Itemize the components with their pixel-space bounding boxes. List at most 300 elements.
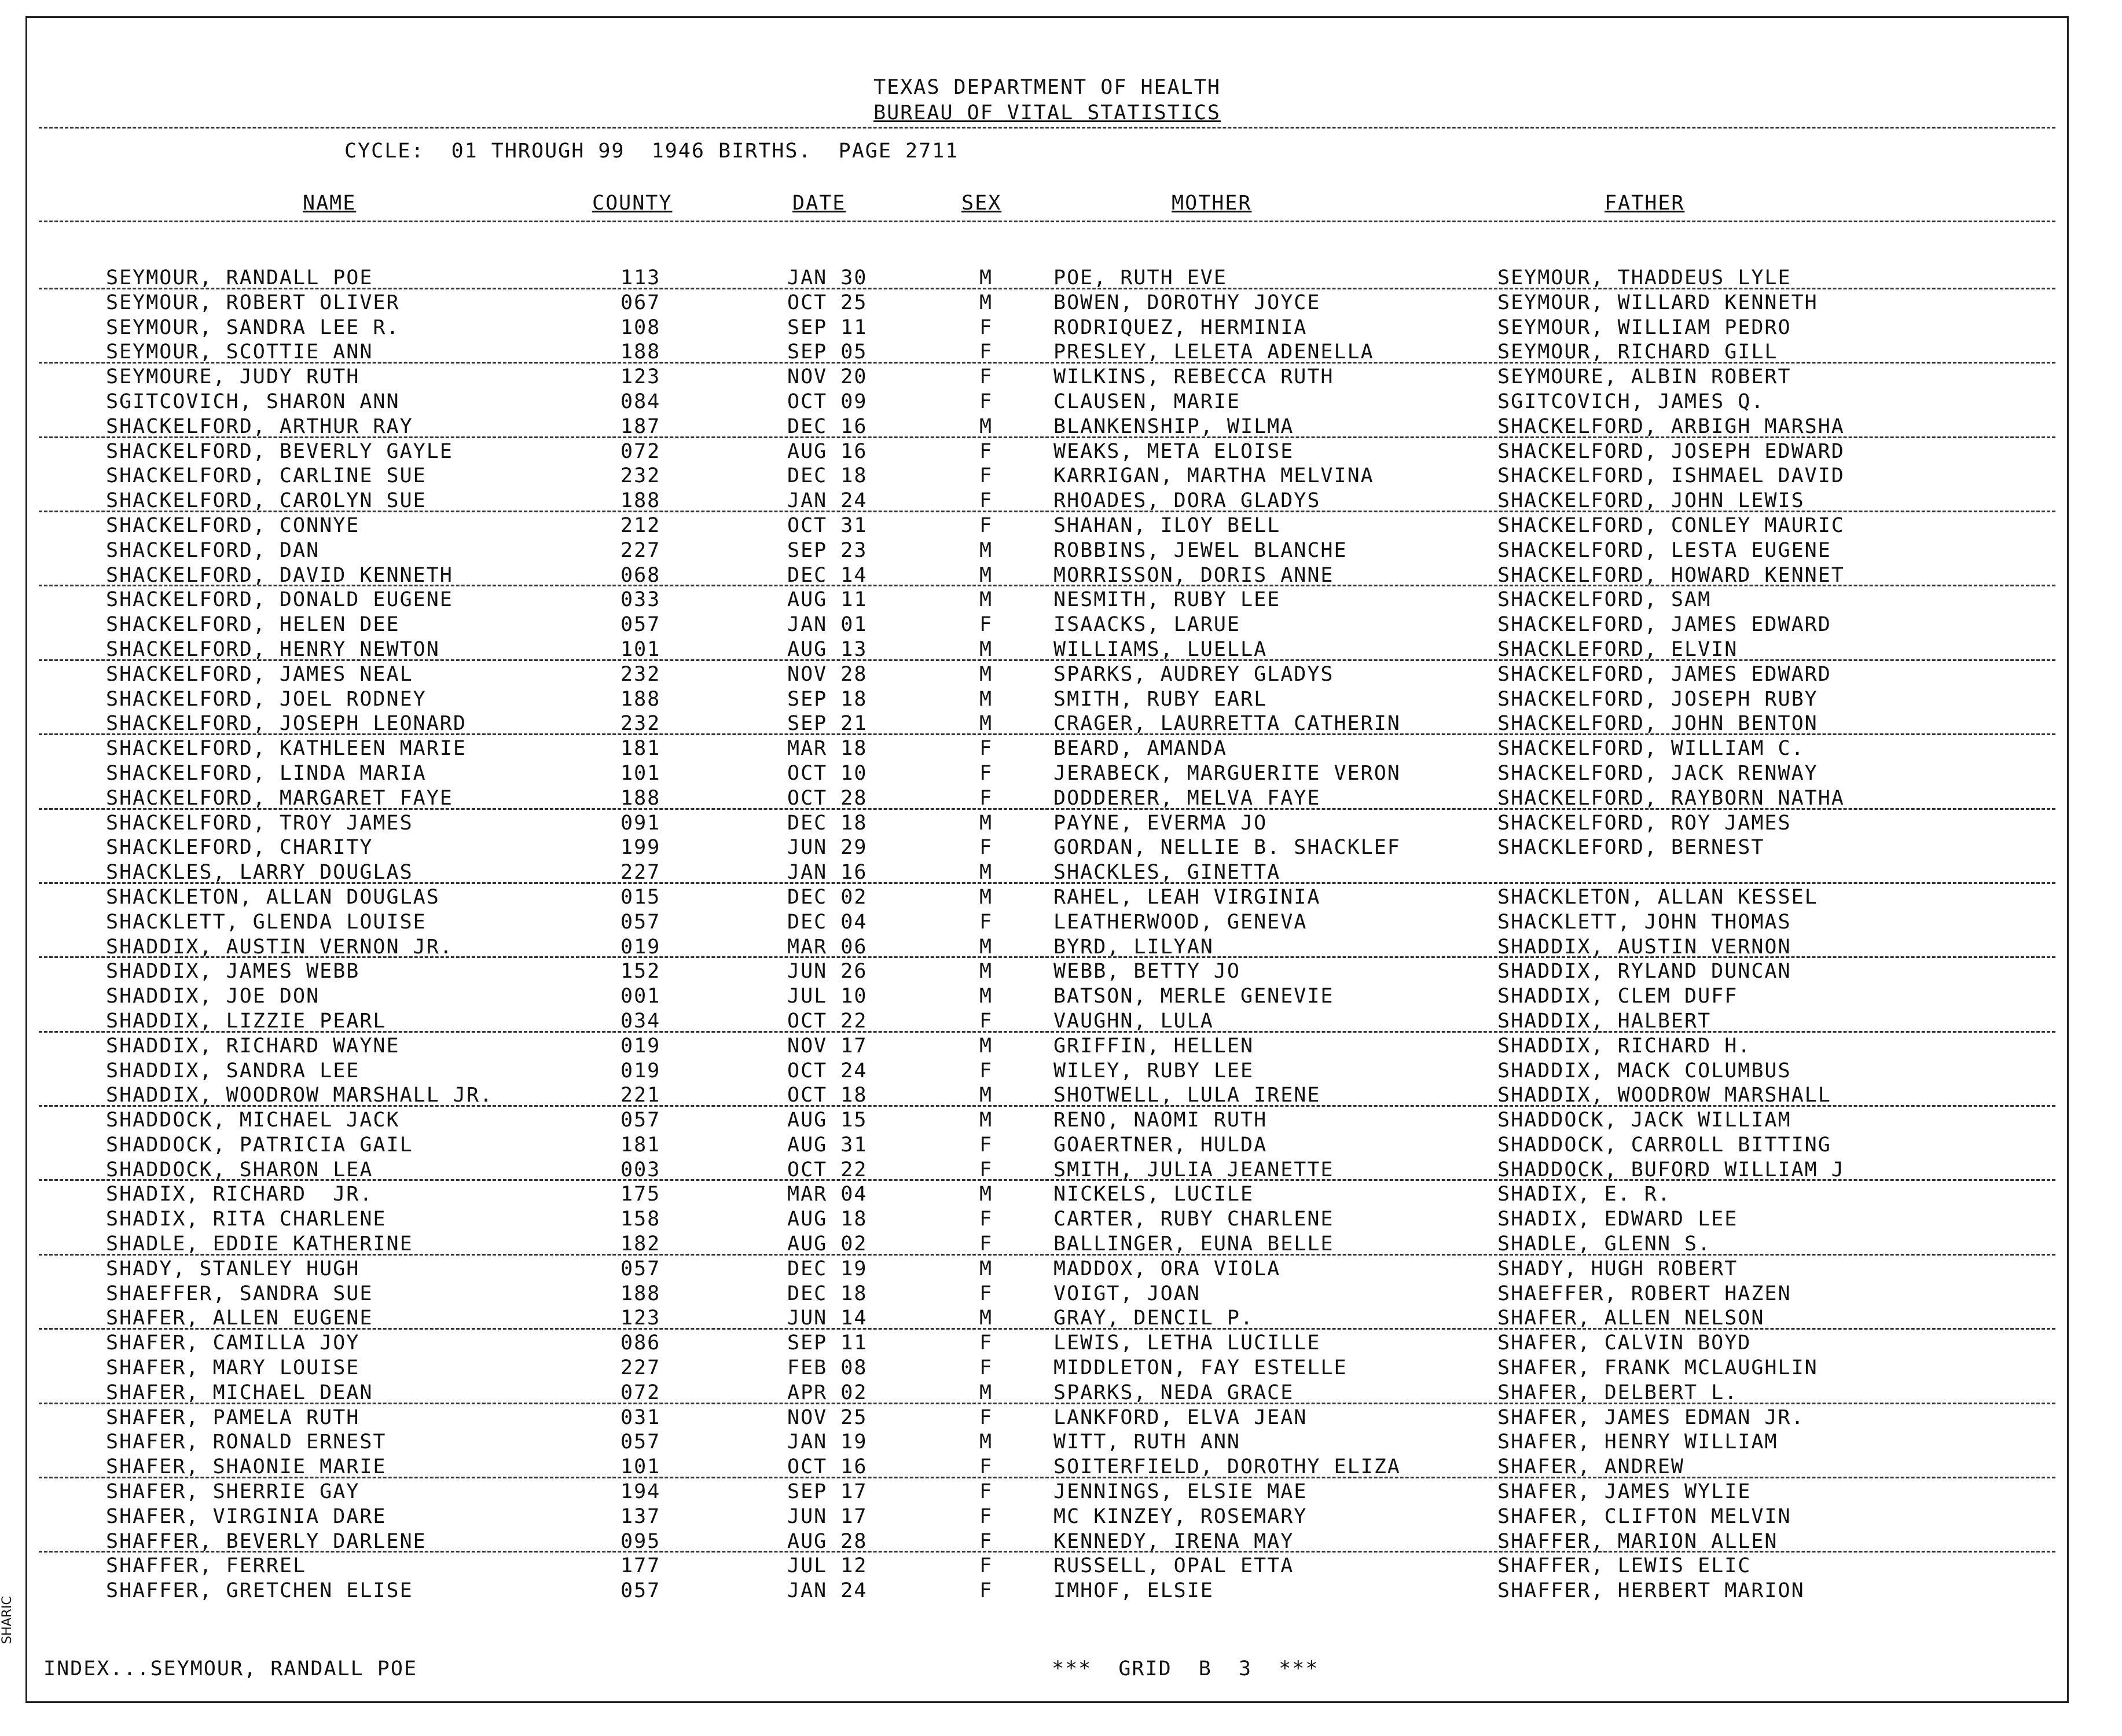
record-date: OCT 25 [787,291,868,314]
record-father: SHACKELFORD, JOSEPH EDWARD [1497,439,1845,463]
record-name: SHACKELFORD, CAROLYN SUE [106,489,427,513]
record-mother: GOAERTNER, HULDA [1053,1133,1268,1157]
record-sex: F [979,1504,993,1528]
list-item [27,1083,2067,1108]
record-mother: MADDOX, ORA VIOLA [1053,1257,1281,1280]
record-county: 175 [621,1183,661,1206]
record-name: SHACKLEFORD, CHARITY [106,836,373,860]
record-mother: CLAUSEN, MARIE [1053,390,1241,413]
record-father: SHACKLETT, JOHN THOMAS [1497,910,1791,934]
record-county: 232 [621,662,661,686]
record-mother: BATSON, MERLE GENEVIE [1053,985,1334,1008]
record-father: SHAFFER, HERBERT MARION [1497,1579,1805,1603]
record-name: SGITCOVICH, SHARON ANN [106,390,400,413]
record-sex: M [979,712,993,736]
record-name: SHAFFER, GRETCHEN ELISE [106,1579,413,1603]
record-sex: F [979,1232,993,1256]
record-sex: M [979,637,993,661]
record-sex: M [979,1306,993,1330]
record-county: 067 [621,291,661,314]
column-header-name: NAME [303,192,357,215]
record-name: SHACKELFORD, DAN [106,538,320,562]
list-item [27,1579,2067,1603]
record-sex: F [979,1208,993,1231]
record-mother: PAYNE, EVERMA JO [1053,811,1268,835]
record-name: SHACKLETON, ALLAN DOUGLAS [106,885,440,909]
record-father: SHAFER, CALVIN BOYD [1497,1331,1752,1355]
record-father: SGITCOVICH, JAMES Q. [1497,390,1765,413]
record-name: SHADDOCK, MICHAEL JACK [106,1109,400,1132]
record-mother: KARRIGAN, MARTHA MELVINA [1053,464,1374,488]
record-mother: WEBB, BETTY JO [1053,960,1241,983]
record-sex: F [979,910,993,934]
record-mother: VAUGHN, LULA [1053,1009,1214,1033]
record-sex: F [979,1133,993,1157]
record-date: DEC 18 [787,464,868,488]
record-date: JUN 29 [787,836,868,860]
record-date: OCT 31 [787,513,868,537]
record-sex: F [979,1059,993,1082]
record-county: 137 [621,1504,661,1528]
list-item [27,315,2067,340]
list-item [27,984,2067,1009]
record-father: SHAFER, ALLEN NELSON [1497,1306,1765,1330]
record-date: NOV 17 [787,1034,868,1058]
record-father: SHADY, HUGH ROBERT [1497,1257,1738,1280]
record-name: SHADDOCK, PATRICIA GAIL [106,1133,413,1157]
record-mother: LANKFORD, ELVA JEAN [1053,1405,1308,1429]
record-mother: SMITH, RUBY EARL [1053,687,1268,711]
record-father: SHADDOCK, BUFORD WILLIAM J [1497,1158,1845,1181]
record-page-frame [25,16,2069,1703]
record-sex: M [979,414,993,438]
record-name: SHACKLES, LARRY DOUGLAS [106,861,413,884]
record-date: JUN 26 [787,960,868,983]
record-sex: M [979,1257,993,1280]
list-item [27,1356,2067,1381]
record-sex: M [979,1034,993,1058]
record-date: DEC 18 [787,1282,868,1305]
record-father: SHACKELFORD, JAMES EDWARD [1497,613,1831,637]
record-sex: F [979,1529,993,1553]
record-name: SHADDIX, RICHARD WAYNE [106,1034,400,1058]
record-sex: M [979,1183,993,1206]
list-item [27,761,2067,786]
record-county: 181 [621,737,661,761]
record-county: 152 [621,960,661,983]
record-date: AUG 02 [787,1232,868,1256]
list-item [27,1381,2067,1405]
list-item [27,1182,2067,1207]
record-county: 227 [621,861,661,884]
record-county: 101 [621,761,661,785]
record-date: JUN 17 [787,1504,868,1528]
record-county: 068 [621,563,661,587]
list-item [27,340,2067,365]
list-item [27,1529,2067,1554]
record-date: SEP 23 [787,538,868,562]
record-father: SHAFER, DELBERT L. [1497,1381,1738,1404]
record-county: 034 [621,1009,661,1033]
record-name: SHADDIX, SANDRA LEE [106,1059,360,1082]
record-county: 227 [621,1356,661,1380]
index-footer: INDEX...SEYMOUR, RANDALL POE [43,1657,418,1680]
record-name: SHADDIX, WOODROW MARSHALL JR. [106,1084,494,1107]
record-date: AUG 13 [787,637,868,661]
record-sex: F [979,1579,993,1603]
record-father: SHACKELFORD, SAM [1497,588,1712,612]
record-mother: MC KINZEY, ROSEMARY [1053,1504,1308,1528]
record-mother: BLANKENSHIP, WILMA [1053,414,1294,438]
list-item [27,687,2067,712]
column-header-date: DATE [792,192,846,215]
record-sex: F [979,836,993,860]
record-date: JUL 12 [787,1554,868,1578]
record-sex: F [979,1455,993,1479]
list-item [27,538,2067,563]
record-mother: BOWEN, DOROTHY JOYCE [1053,291,1321,314]
record-date: JAN 19 [787,1430,868,1454]
record-mother: CRAGER, LAURRETTA CATHERIN [1053,712,1401,736]
record-county: 188 [621,489,661,513]
record-father: SHACKELFORD, JAMES EDWARD [1497,662,1831,686]
record-county: 181 [621,1133,661,1157]
record-mother: GRAY, DENCIL P. [1053,1306,1254,1330]
record-sex: F [979,1356,993,1380]
record-mother: RHOADES, DORA GLADYS [1053,489,1321,513]
record-name: SHAFER, ALLEN EUGENE [106,1306,373,1330]
record-county: 187 [621,414,661,438]
record-father: SHACKELFORD, CONLEY MAURIC [1497,513,1845,537]
record-mother: NESMITH, RUBY LEE [1053,588,1281,612]
record-name: SHAFER, CAMILLA JOY [106,1331,360,1355]
record-name: SHADDIX, LIZZIE PEARL [106,1009,387,1033]
record-mother: ROBBINS, JEWEL BLANCHE [1053,538,1348,562]
record-name: SHACKELFORD, JAMES NEAL [106,662,413,686]
list-item [27,563,2067,588]
record-father: SHADDIX, WOODROW MARSHALL [1497,1084,1831,1107]
column-header-divider [39,221,2055,222]
grid-footer: *** GRID B 3 *** [1052,1657,1319,1680]
record-name: SHAFER, MICHAEL DEAN [106,1381,373,1404]
record-county: 188 [621,786,661,810]
record-name: SHACKELFORD, JOEL RODNEY [106,687,427,711]
record-name: SEYMOUR, ROBERT OLIVER [106,291,400,314]
record-mother: GORDAN, NELLIE B. SHACKLEF [1053,836,1401,860]
record-date: DEC 18 [787,811,868,835]
list-item [27,711,2067,736]
record-sex: M [979,266,993,289]
list-item [27,637,2067,662]
record-mother: WITT, RUTH ANN [1053,1430,1241,1454]
record-county: 001 [621,985,661,1008]
record-name: SHADIX, RICHARD JR. [106,1183,373,1206]
record-county: 212 [621,513,661,537]
record-county: 123 [621,1306,661,1330]
record-sex: M [979,935,993,959]
record-sex: F [979,340,993,364]
record-sex: F [979,761,993,785]
record-date: DEC 04 [787,910,868,934]
record-father: SHADDIX, HALBERT [1497,1009,1712,1033]
record-date: JAN 24 [787,1579,868,1603]
record-mother: GRIFFIN, HELLEN [1053,1034,1254,1058]
record-mother: NICKELS, LUCILE [1053,1183,1254,1206]
list-item [27,959,2067,984]
record-father: SHACKELFORD, ARBIGH MARSHA [1497,414,1845,438]
record-sex: M [979,662,993,686]
record-father: SHACKLETON, ALLAN KESSEL [1497,885,1818,909]
record-name: SHACKELFORD, HELEN DEE [106,613,400,637]
record-name: SHAFER, SHAONIE MARIE [106,1455,387,1479]
record-mother: VOIGT, JOAN [1053,1282,1200,1305]
record-county: 015 [621,885,661,909]
record-mother: BYRD, LILYAN [1053,935,1214,959]
record-county: 232 [621,464,661,488]
list-item [27,1257,2067,1282]
list-item [27,1554,2067,1579]
record-sex: F [979,489,993,513]
record-mother: WILLIAMS, LUELLA [1053,637,1268,661]
record-date: OCT 22 [787,1158,868,1181]
record-sex: M [979,687,993,711]
record-father: SHACKELFORD, RAYBORN NATHA [1497,786,1845,810]
record-father: SEYMOUR, THADDEUS LYLE [1497,266,1791,289]
record-county: 188 [621,340,661,364]
record-sex: F [979,315,993,339]
list-item [27,1405,2067,1430]
list-item [27,1133,2067,1158]
record-sex: M [979,1430,993,1454]
record-date: OCT 28 [787,786,868,810]
record-date: SEP 21 [787,712,868,736]
record-mother: BALLINGER, EUNA BELLE [1053,1232,1334,1256]
record-name: SHACKELFORD, KATHLEEN MARIE [106,737,467,761]
record-sex: M [979,538,993,562]
list-item [27,414,2067,439]
record-father: SHACKELFORD, ROY JAMES [1497,811,1791,835]
record-father: SEYMOURE, ALBIN ROBERT [1497,365,1791,389]
list-item [27,1306,2067,1331]
list-item [27,786,2067,811]
record-date: OCT 24 [787,1059,868,1082]
record-date: JAN 01 [787,613,868,637]
list-item [27,935,2067,960]
record-name: SHADIX, RITA CHARLENE [106,1208,387,1231]
column-header-mother: MOTHER [1172,192,1252,215]
record-name: SHADLE, EDDIE KATHERINE [106,1232,413,1256]
record-date: OCT 10 [787,761,868,785]
record-county: 091 [621,811,661,835]
record-county: 199 [621,836,661,860]
record-name: SHACKELFORD, DAVID KENNETH [106,563,453,587]
list-item [27,1158,2067,1183]
column-header-father: FATHER [1605,192,1685,215]
record-county: 072 [621,439,661,463]
record-sex: F [979,1158,993,1181]
record-date: JUN 14 [787,1306,868,1330]
record-name: SEYMOURE, JUDY RUTH [106,365,360,389]
record-sex: F [979,439,993,463]
record-date: JAN 16 [787,861,868,884]
record-date: OCT 22 [787,1009,868,1033]
record-name: SEYMOUR, SCOTTIE ANN [106,340,373,364]
record-father: SHAFER, CLIFTON MELVIN [1497,1504,1791,1528]
record-mother: RODRIQUEZ, HERMINIA [1053,315,1308,339]
record-county: 057 [621,1430,661,1454]
record-date: OCT 16 [787,1455,868,1479]
record-mother: DODDERER, MELVA FAYE [1053,786,1321,810]
record-date: SEP 05 [787,340,868,364]
record-name: SHACKLETT, GLENDA LOUISE [106,910,427,934]
record-name: SHAFFER, FERREL [106,1554,307,1578]
record-name: SHACKELFORD, LINDA MARIA [106,761,427,785]
record-county: 101 [621,1455,661,1479]
record-mother: SMITH, JULIA JEANETTE [1053,1158,1334,1181]
record-father: SHACKELFORD, JACK RENWAY [1497,761,1818,785]
record-father: SHADLE, GLENN S. [1497,1232,1712,1256]
record-sex: M [979,985,993,1008]
record-date: MAR 06 [787,935,868,959]
record-date: AUG 28 [787,1529,868,1553]
record-date: JAN 24 [787,489,868,513]
record-father: SHACKLEFORD, ELVIN [1497,637,1738,661]
record-name: SHAFER, MARY LOUISE [106,1356,360,1380]
header-divider [39,127,2055,129]
record-name: SHAFER, RONALD ERNEST [106,1430,387,1454]
record-date: SEP 11 [787,1331,868,1355]
record-father: SHACKELFORD, JOHN LEWIS [1497,489,1805,513]
record-county: 057 [621,910,661,934]
list-item [27,1331,2067,1356]
list-item [27,1480,2067,1504]
list-item [27,885,2067,910]
record-sex: M [979,1381,993,1404]
record-mother: KENNEDY, IRENA MAY [1053,1529,1294,1553]
record-name: SHACKELFORD, CONNYE [106,513,360,537]
record-county: 221 [621,1084,661,1107]
bureau-title: BUREAU OF VITAL STATISTICS [873,101,1221,124]
record-sex: F [979,613,993,637]
record-mother: CARTER, RUBY CHARLENE [1053,1208,1334,1231]
record-mother: BEARD, AMANDA [1053,737,1227,761]
list-item [27,291,2067,315]
record-county: 057 [621,1109,661,1132]
list-item [27,390,2067,414]
record-sex: F [979,1282,993,1305]
record-father: SHAFFER, LEWIS ELIC [1497,1554,1752,1578]
record-sex: F [979,513,993,537]
record-name: SHAFER, VIRGINIA DARE [106,1504,387,1528]
record-county: 057 [621,1257,661,1280]
record-father: SHADDOCK, JACK WILLIAM [1497,1109,1791,1132]
record-father: SHACKELFORD, WILLIAM C. [1497,737,1805,761]
record-mother: IMHOF, ELSIE [1053,1579,1214,1603]
list-item [27,1504,2067,1529]
record-sex: F [979,1480,993,1504]
record-father: SHAEFFER, ROBERT HAZEN [1497,1282,1791,1305]
record-name: SEYMOUR, SANDRA LEE R. [106,315,400,339]
record-father: SHACKELFORD, LESTA EUGENE [1497,538,1831,562]
record-sex: F [979,390,993,413]
list-item [27,1455,2067,1480]
record-date: AUG 11 [787,588,868,612]
record-sex: F [979,1009,993,1033]
record-sex: M [979,811,993,835]
list-item [27,439,2067,464]
record-county: 019 [621,1034,661,1058]
record-father: SHAFER, JAMES EDMAN JR. [1497,1405,1805,1429]
record-county: 113 [621,266,661,289]
record-sex: F [979,365,993,389]
record-name: SHAFER, SHERRIE GAY [106,1480,360,1504]
record-mother: RAHEL, LEAH VIRGINIA [1053,885,1321,909]
record-date: MAR 04 [787,1183,868,1206]
record-father: SHAFFER, MARION ALLEN [1497,1529,1778,1553]
record-father: SHAFER, FRANK MCLAUGHLIN [1497,1356,1818,1380]
record-father: SHADDIX, AUSTIN VERNON [1497,935,1791,959]
record-county: 227 [621,538,661,562]
list-item [27,860,2067,885]
list-item [27,365,2067,390]
record-name: SEYMOUR, RANDALL POE [106,266,373,289]
record-county: 194 [621,1480,661,1504]
list-item [27,1108,2067,1133]
record-name: SHADDOCK, SHARON LEA [106,1158,373,1181]
record-county: 188 [621,687,661,711]
list-item [27,1034,2067,1059]
record-mother: SHACKLES, GINETTA [1053,861,1281,884]
record-county: 158 [621,1208,661,1231]
record-father: SHAFER, JAMES WYLIE [1497,1480,1752,1504]
record-mother: JENNINGS, ELSIE MAE [1053,1480,1308,1504]
record-county: 095 [621,1529,661,1553]
record-father: SHACKELFORD, JOHN BENTON [1497,712,1818,736]
record-county: 101 [621,637,661,661]
record-date: APR 02 [787,1381,868,1404]
record-name: SHADDIX, JOE DON [106,985,320,1008]
list-item [27,588,2067,612]
record-name: SHACKELFORD, TROY JAMES [106,811,413,835]
record-sex: M [979,291,993,314]
record-county: 182 [621,1232,661,1256]
record-date: AUG 31 [787,1133,868,1157]
record-date: NOV 20 [787,365,868,389]
record-mother: SPARKS, AUDREY GLADYS [1053,662,1334,686]
record-sex: F [979,464,993,488]
record-date: SEP 17 [787,1480,868,1504]
record-county: 123 [621,365,661,389]
record-sex: M [979,588,993,612]
record-county: 086 [621,1331,661,1355]
record-county: 177 [621,1554,661,1578]
record-sex: M [979,563,993,587]
record-mother: SHOTWELL, LULA IRENE [1053,1084,1321,1107]
record-father: SEYMOUR, WILLIAM PEDRO [1497,315,1791,339]
record-date: JAN 30 [787,266,868,289]
record-name: SHACKELFORD, CARLINE SUE [106,464,427,488]
record-date: OCT 18 [787,1084,868,1107]
record-father: SHACKLEFORD, BERNEST [1497,836,1765,860]
record-date: AUG 15 [787,1109,868,1132]
record-sex: M [979,1084,993,1107]
record-name: SHACKELFORD, MARGARET FAYE [106,786,453,810]
department-title: TEXAS DEPARTMENT OF HEALTH [873,76,1221,99]
record-county: 232 [621,712,661,736]
record-sex: F [979,1554,993,1578]
record-county: 019 [621,935,661,959]
record-father: SHADIX, E. R. [1497,1183,1671,1206]
